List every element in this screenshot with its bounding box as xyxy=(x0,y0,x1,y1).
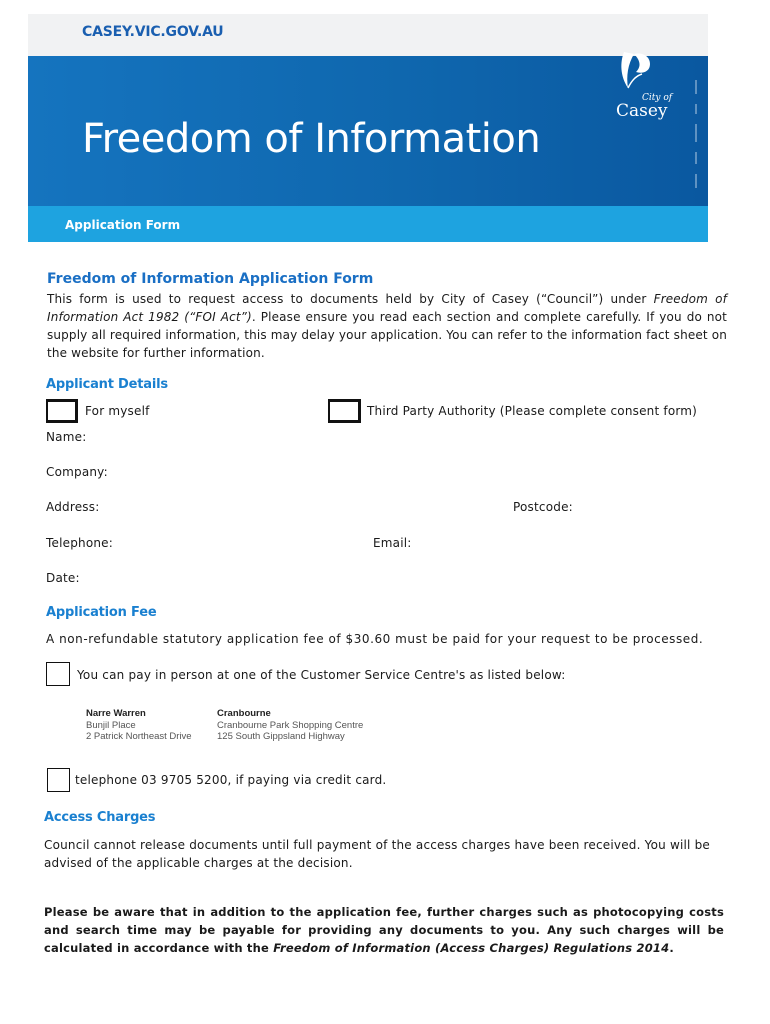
pay-by-phone-checkbox[interactable] xyxy=(47,768,70,792)
pay-in-person-label: You can pay in person at one of the Customer Service Centre's as listed below: xyxy=(77,668,566,682)
date-label: Date: xyxy=(46,571,80,585)
pay-by-phone-label: telephone 03 9705 5200, if paying via credit card. xyxy=(75,773,387,787)
email-field[interactable] xyxy=(420,532,700,554)
applicant-details-heading: Applicant Details xyxy=(46,377,168,392)
access-charges-text: Council cannot release documents until full payment of the access charges have been received. You will be advised of the applicable charges at the decision. xyxy=(44,838,710,870)
charges-warning: Please be aware that in addition to the application fee, further charges such as photocopying costs and search time may be payable for providing any documents to you. Any such charges will be calculated in accordance with the Freedom of Information (Access Charges) Regulations 2014. xyxy=(44,905,724,955)
third-party-checkbox[interactable] xyxy=(328,399,361,423)
company-field[interactable] xyxy=(115,461,700,483)
site-url: CASEY.VIC.GOV.AU xyxy=(82,24,224,40)
centre-name: Narre Warren xyxy=(86,708,146,719)
centre-narre-warren xyxy=(86,708,192,743)
for-myself-checkbox[interactable] xyxy=(46,399,78,423)
application-fee-heading: Application Fee xyxy=(46,605,157,620)
banner-edge-decoration xyxy=(692,80,700,190)
email-label: Email: xyxy=(373,536,412,550)
page-title: Freedom of Information xyxy=(82,116,541,162)
postcode-label: Postcode: xyxy=(513,500,573,514)
logo-city-text: City of xyxy=(642,93,673,103)
pay-in-person-checkbox[interactable] xyxy=(46,662,70,686)
date-field[interactable] xyxy=(90,567,290,589)
for-myself-label: For myself xyxy=(85,404,150,418)
centre-line2: 125 South Gippsland Highway xyxy=(217,731,345,742)
address-field[interactable] xyxy=(110,496,500,518)
third-party-label: Third Party Authority (Please complete consent form) xyxy=(367,404,698,418)
centre-cranbourne xyxy=(217,708,363,743)
name-label: Name: xyxy=(46,430,87,444)
telephone-field[interactable] xyxy=(125,532,365,554)
name-field[interactable] xyxy=(100,426,700,448)
centre-name: Cranbourne xyxy=(217,708,271,719)
fee-text: A non-refundable statutory application fee of $30.60 must be paid for your request to be processed. xyxy=(46,632,704,646)
centre-line1: Bunjil Place xyxy=(86,719,136,731)
telephone-label: Telephone: xyxy=(46,536,113,550)
postcode-field[interactable] xyxy=(580,496,700,518)
access-charges-heading: Access Charges xyxy=(44,810,156,825)
centre-line2: 2 Patrick Northeast Drive xyxy=(86,731,192,742)
page-subtitle: Application Form xyxy=(65,218,181,232)
logo-casey-text: Casey xyxy=(616,101,668,121)
intro-paragraph: This form is used to request access to documents held by City of Casey (“Council”) under Freedom of Information Act 1982 (“FOI Act”). Please ensure you read each section and complete carefully. If you do not supply all required information, this may delay your application. You can refer to the information fact sheet on the website for further information. xyxy=(47,292,727,360)
address-label: Address: xyxy=(46,500,100,514)
form-heading: Freedom of Information Application Form xyxy=(47,271,374,287)
company-label: Company: xyxy=(46,465,108,479)
centre-line1: Cranbourne Park Shopping Centre xyxy=(217,719,364,731)
